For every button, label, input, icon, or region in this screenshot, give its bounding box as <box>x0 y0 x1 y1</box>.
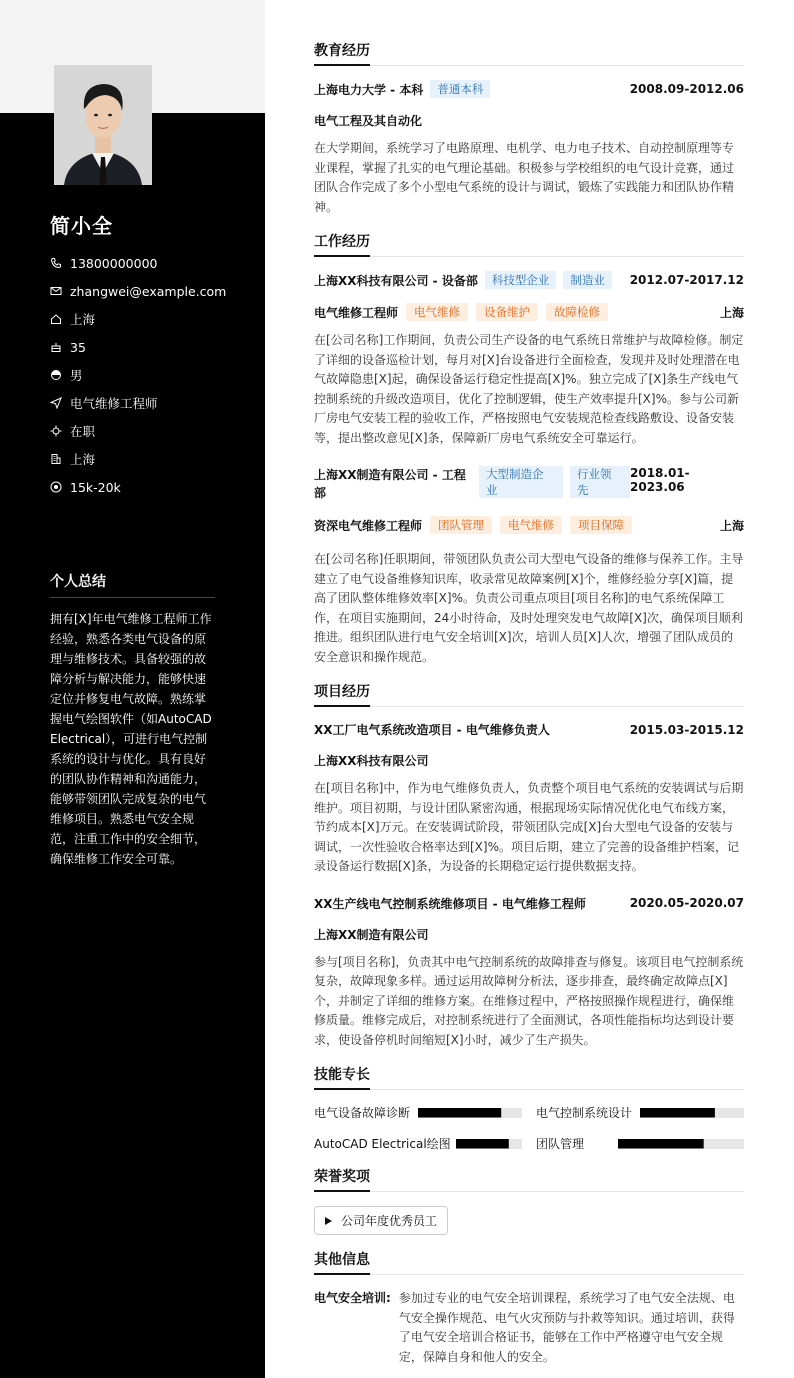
salary-text: 15k-20k <box>70 479 121 495</box>
other-title: 其他信息 <box>314 1249 744 1275</box>
location-text: 上海 <box>70 312 96 327</box>
work-role: 资深电气维修工程师 <box>314 518 423 533</box>
award-text: 公司年度优秀员工 <box>341 1214 438 1228</box>
info-position <box>50 389 226 417</box>
play-icon <box>325 1217 332 1225</box>
skill-bar-fill <box>418 1108 501 1118</box>
work-date: 2012.07-2017.12 <box>629 273 744 287</box>
work-skill-tag: 故障检修 <box>546 303 608 321</box>
awards-title: 荣誉奖项 <box>314 1166 744 1192</box>
summary-title: 个人总结 <box>50 571 215 598</box>
skill-name: AutoCAD Electrical绘图 <box>314 1137 451 1151</box>
project-company: 上海XX制造有限公司 <box>314 927 429 942</box>
gender-icon <box>50 369 62 381</box>
work-entry <box>314 271 744 448</box>
skill-item <box>314 1104 522 1121</box>
send-icon <box>50 397 62 409</box>
work-desc: 在[公司名称]工作期间，负责公司生产设备的电气系统日常维护与故障检修。制定了详细的设备巡检计划，每月对[X]台设备进行全面检查，发现并及时处理潜在电气故障隐患[X]起，确保设备运行稳定性提高[X]%。独立完成了[X]条生产线电气控制系统的升级改造项目，优化了控制逻辑，使生产效率提升[X]%。参与公司新厂房电气安装工程的验收工作，严格按照电气安装规范检查线路敷设、设备安装等，提出整改意见[X]条，保障新厂房电气系统安全可靠运行。 <box>314 333 744 445</box>
position-text: 电气维修工程师 <box>70 396 158 411</box>
skill-bar-fill <box>456 1139 509 1149</box>
info-target-city <box>50 445 226 473</box>
skill-name: 电气控制系统设计 <box>536 1106 633 1120</box>
salary-icon <box>50 481 62 493</box>
education-section <box>314 40 744 217</box>
profile-name: 简小全 <box>50 214 113 238</box>
info-age <box>50 333 226 361</box>
education-date: 2008.09-2012.06 <box>629 82 744 96</box>
other-item <box>314 1289 744 1367</box>
email-text: zhangwei@example.com <box>70 283 227 299</box>
education-title: 教育经历 <box>314 40 744 66</box>
skill-bar <box>418 1108 522 1118</box>
work-skill-tag: 电气维修 <box>406 303 468 321</box>
project-entry <box>314 721 744 877</box>
project-date: 2020.05-2020.07 <box>629 896 744 910</box>
skill-item <box>314 1135 522 1152</box>
skill-bar <box>456 1139 522 1149</box>
project-entry <box>314 895 744 1051</box>
work-skill-tag: 电气维修 <box>500 516 562 534</box>
work-section <box>314 231 744 667</box>
work-entry <box>314 466 744 667</box>
info-email <box>50 277 226 305</box>
skill-bar-fill <box>640 1108 715 1118</box>
projects-section <box>314 681 744 1050</box>
work-tag: 制造业 <box>563 271 612 289</box>
phone-icon <box>50 257 62 269</box>
cake-icon <box>50 341 62 353</box>
work-skill-tag: 设备维护 <box>476 303 538 321</box>
education-header <box>314 80 744 98</box>
project-company: 上海XX科技有限公司 <box>314 754 429 768</box>
status-icon <box>50 425 62 437</box>
work-city: 上海 <box>719 518 744 533</box>
other-text: 参加过专业的电气安全培训课程，系统学习了电气安全法规、电气安全操作规范、电气火灾预防与扑救等知识。通过培训，获得了电气安全培训合格证书，能够在工作中严格遵守电气安全规定，保障自身和他人的安全。 <box>398 1291 735 1364</box>
summary-text: 拥有[X]年电气维修工程师工作经验，熟悉各类电气设备的原理与维修技术。具备较强的故障分析与解决能力，能够快速定位并修复电气故障。熟练掌握电气绘图软件（如AutoCAD Electrical），可进行电气控制系统的设计与优化。具有良好的团队协作精神和沟通能力，能够带领团队完成复杂的电气维修项目。熟悉电气安全规范，注重工作中的安全细节，确保维修工作安全可靠。 <box>50 612 212 866</box>
work-title: 工作经历 <box>314 231 744 257</box>
work-tag: 大型制造企 业 <box>479 466 563 498</box>
mail-icon <box>50 285 62 297</box>
skills-title: 技能专长 <box>314 1064 744 1090</box>
skill-bar <box>640 1108 744 1118</box>
work-desc: 在[公司名称]任职期间，带领团队负责公司大型电气设备的维修与保养工作。主导建立了电气设备维修知识库，收录常见故障案例[X]个，维修经验分享[X]篇，提高了团队整体维修效率[X]%。负责公司重点项目[项目名称]的电气系统保障工作，在项目实施期间，24小时待命，及时处理突发电气故障[X]次，确保项目顺利推进。组织团队进行电气安全培训[X]次，培训人员[X]人次，增强了团队成员的安全意识和操作规范。 <box>314 552 744 664</box>
project-name: XX生产线电气控制系统维修项目 - 电气维修工程师 <box>314 896 586 911</box>
education-desc: 在大学期间，系统学习了电路原理、电机学、电力电子技术、自动控制原理等专业课程，掌握了扎实的电气理论基础。积极参与学校组织的电气设计竞赛，通过团队合作完成了多个小型电气系统的设计与调试，锻炼了实践能力和团队协作精神。 <box>314 141 735 214</box>
work-date: 2018.01-2023.06 <box>630 466 690 494</box>
phone-text: 13800000000 <box>70 255 158 271</box>
project-desc: 参与[项目名称]，负责其中电气控制系统的故障排查与修复。该项目电气控制系统复杂，故障现象多样。通过运用故障树分析法，逐步排查，最终确定故障点[X]个，并制定了详细的维修方案。在维修过程中，严格按照操作规程进行，确保维修质量。维修完成后，对控制系统进行了全面测试，各项性能指标均达到设计要求，使设备停机时间缩短[X]小时，减少了生产损失。 <box>314 954 744 1047</box>
gender-text: 男 <box>70 368 83 383</box>
skill-name: 电气设备故障诊断 <box>314 1106 411 1120</box>
project-date: 2015.03-2015.12 <box>629 722 744 737</box>
status-text: 在职 <box>70 424 96 439</box>
skills-section <box>314 1064 744 1152</box>
age-text: 35 <box>70 339 86 355</box>
main-content <box>314 40 744 1378</box>
work-city: 上海 <box>719 305 744 320</box>
work-skill-tag: 团队管理 <box>430 516 492 534</box>
projects-title: 项目经历 <box>314 681 744 707</box>
skill-bar <box>618 1139 744 1149</box>
home-icon <box>50 313 62 325</box>
education-major: 电气工程及其自动化 <box>314 114 423 128</box>
work-company: 上海XX科技有限公司 - 设备部 <box>314 273 478 288</box>
skill-bar-fill <box>618 1139 704 1149</box>
info-salary <box>50 473 226 501</box>
work-tag: 行业领 先 <box>570 466 630 498</box>
contact-info-list <box>50 249 226 501</box>
info-phone <box>50 249 226 277</box>
project-desc: 在[项目名称]中，作为电气维修负责人，负责整个项目电气系统的安装调试与后期维护。项目初期，与设计团队紧密沟通，根据现场实际情况优化电气布线方案，节约成本[X]万元。在安装调试阶段，带领团队完成[X]台大型电气设备的安装与调试，一次性验收合格率达到[X]%。项目后期，建立了完善的设备维护档案，记录设备运行数据[X]条，为设备的长期稳定运行提供数据支持。 <box>314 781 744 873</box>
work-skill-tag: 项目保障 <box>570 516 632 534</box>
work-company: 上海XX制造有限公司 - 工程 部 <box>314 468 466 500</box>
work-tag: 科技型企业 <box>485 271 557 289</box>
awards-section <box>314 1166 744 1235</box>
info-location <box>50 305 226 333</box>
avatar <box>54 65 152 185</box>
skill-item <box>536 1135 744 1152</box>
work-role: 电气维修工程师 <box>314 305 399 320</box>
award-item <box>314 1206 448 1235</box>
skills-grid <box>314 1104 744 1152</box>
skill-name: 团队管理 <box>536 1137 585 1151</box>
project-name: XX工厂电气系统改造项目 - 电气维修负责人 <box>314 723 550 737</box>
other-label: 电气安全培训: <box>314 1291 391 1305</box>
other-section <box>314 1249 744 1367</box>
building-icon <box>50 453 62 465</box>
target-city-text: 上海 <box>70 452 96 467</box>
skill-item <box>536 1104 744 1121</box>
education-tag: 普通本科 <box>430 80 490 98</box>
sidebar <box>0 0 265 1378</box>
info-gender <box>50 361 226 389</box>
info-status <box>50 417 226 445</box>
education-school: 上海电力大学 - 本科 <box>314 82 424 97</box>
